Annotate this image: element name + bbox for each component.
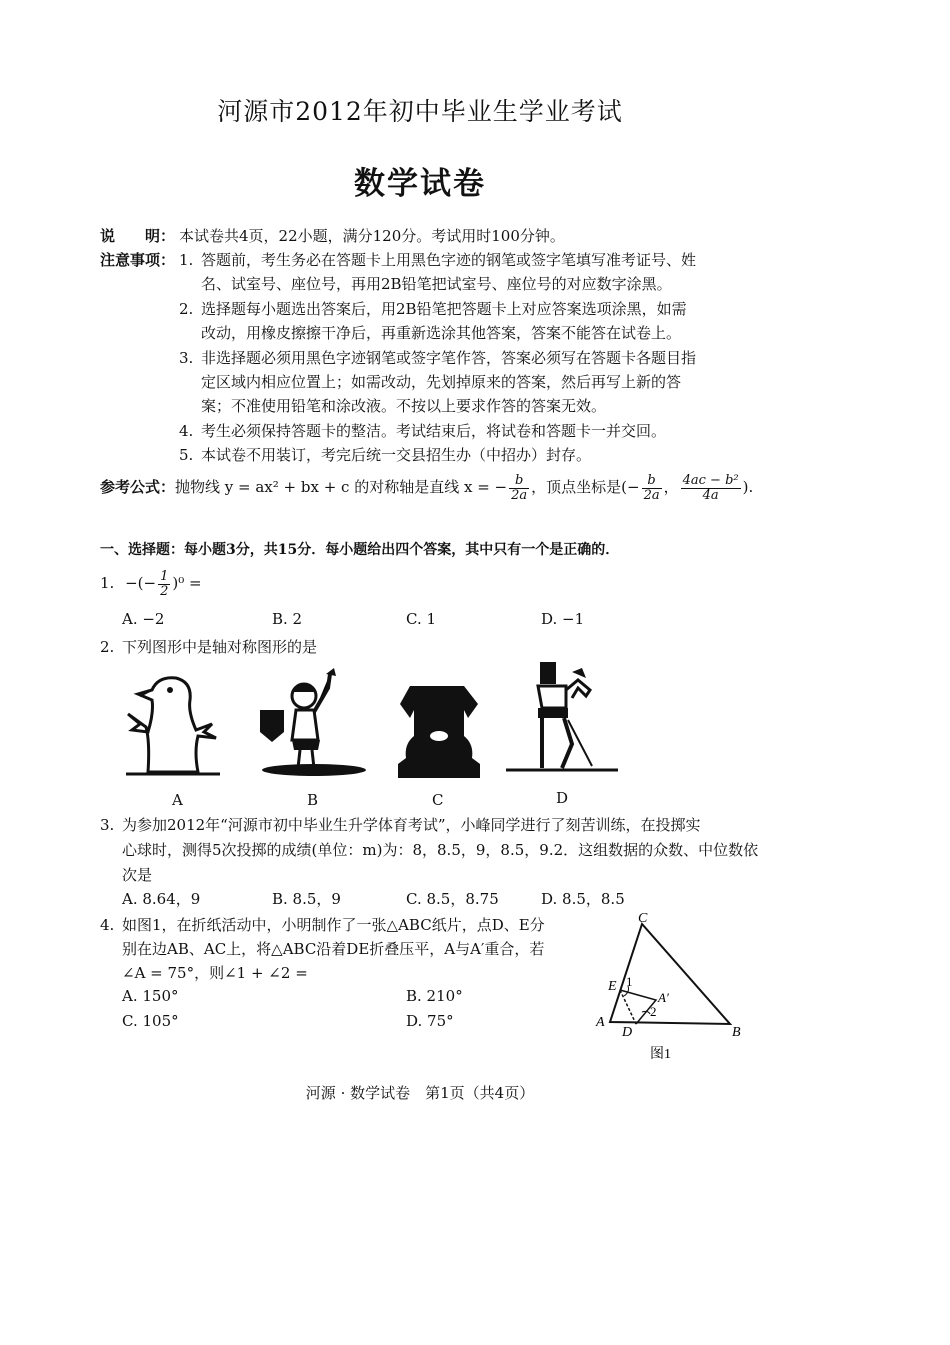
note-1-line-1: 答题前，考生务必在答题卡上用黑色字迹的钢笔或签字笔填写准考证号、姓 — [201, 251, 697, 269]
q1-option-d: D. −1 — [541, 610, 585, 628]
formula-frac-2 — [642, 474, 662, 503]
note-2-line-2: 改动，用橡皮擦擦干净后，再重新选涂其他答案，答案不能答在试卷上。 — [201, 324, 682, 342]
q1-frac-num: 1 — [160, 568, 169, 584]
note-4-line-1: 考生必须保持答题卡的整洁。考试结束后，将试卷和答题卡一并交回。 — [201, 422, 667, 440]
figure-d-label: D — [556, 789, 569, 807]
section-1-heading: 一、选择题：每小题3分，共15分．每小题给出四个答案，其中只有一个是正确的． — [100, 542, 620, 558]
formula-part-b: ，顶点坐标是(− — [531, 478, 640, 496]
q4-option-c: C. 105° — [122, 1012, 179, 1030]
formula-frac-3 — [681, 474, 741, 503]
page-footer: 河源 · 数学试卷 第1页（共4页） — [305, 1084, 535, 1102]
figure-a-label: A — [172, 791, 183, 809]
q3-option-b: B. 8.5，9 — [272, 890, 341, 908]
q3-line-3: 次是 — [122, 866, 153, 884]
q3-option-a: A. 8.64，9 — [122, 890, 201, 908]
question-1 — [100, 566, 202, 600]
figure-c-dog — [394, 680, 484, 780]
label-D: D — [622, 1025, 633, 1040]
q4-line-2: 别在边AB、AC上，将△ABC沿着DE折叠压平，A与A′重合，若 — [122, 940, 545, 958]
figure-1-caption: 图1 — [650, 1047, 671, 1062]
q1-option-b: B. 2 — [272, 610, 303, 628]
label-A: A — [596, 1015, 605, 1030]
exam-title: 河源市2012年初中毕业生学业考试 — [217, 97, 623, 126]
note-4-num: 4. — [179, 422, 194, 440]
note-3-line-3: 案；不准使用铅笔和涂改液。不按以上要求作答的答案无效。 — [201, 397, 607, 415]
figure-c-label: C — [432, 791, 444, 809]
note-5-num: 5. — [179, 446, 194, 464]
q4-line-1: 如图1，在折纸活动中，小明制作了一张△ABC纸片，点D、E分 — [122, 916, 545, 934]
q1-expr-a: −(− — [125, 574, 157, 592]
figure-b-warrior — [256, 668, 368, 780]
q1-frac-den: 2 — [160, 583, 169, 599]
q1-number: 1. — [100, 574, 115, 592]
figure-a-tree-creature — [118, 672, 228, 780]
q2-number: 2. — [100, 638, 115, 656]
note-3-line-2: 定区域内相应位置上；如需改动，先划掉原来的答案，然后再写上新的答 — [201, 373, 682, 391]
note-1-line-2: 名、试室号、座位号，再用2B铅笔把试室号、座位号的对应数字涂黑。 — [201, 275, 672, 293]
q1-frac — [158, 570, 170, 599]
q4-option-d: D. 75° — [406, 1012, 454, 1030]
label-B: B — [732, 1025, 741, 1040]
label-angle-1: 1 — [626, 974, 633, 989]
figure-1-triangle — [590, 912, 750, 1062]
label-A-prime: A′ — [658, 990, 669, 1005]
note-5-line-1: 本试卷不用装订，考完后统一交县招生办（中招办）封存。 — [201, 446, 592, 464]
frac-2-den: 2a — [643, 487, 660, 503]
formula-part-a: 抛物线 y = ax² + bx + c 的对称轴是直线 x = − — [175, 478, 508, 496]
label-angle-2: 2 — [650, 1004, 657, 1019]
q3-option-c: C. 8.5，8.75 — [406, 890, 499, 908]
q3-line-2: 心球时，测得5次投掷的成绩(单位：m)为：8，8.5，9，8.5，9.2．这组数据的众数、中位数依 — [122, 841, 759, 859]
q1-option-a: A. −2 — [122, 610, 165, 628]
q3-number: 3. — [100, 816, 115, 834]
formula-frac-1 — [509, 474, 529, 503]
exam-subtitle: 数学试卷 — [354, 166, 486, 202]
figure-b-label: B — [307, 791, 319, 809]
note-3-line-1: 非选择题必须用黑色字迹钢笔或签字笔作答，答案必须写在答题卡各题目指 — [201, 349, 697, 367]
frac-3-den: 4a — [702, 487, 719, 503]
formula-label: 参考公式： — [100, 478, 176, 496]
q4-line-3: ∠A = 75°，则∠1 + ∠2 = — [122, 964, 308, 982]
note-2-num: 2. — [179, 300, 194, 318]
q4-option-b: B. 210° — [406, 987, 463, 1005]
frac-1-den: 2a — [511, 487, 528, 503]
reference-formula — [100, 470, 753, 504]
notes-label: 注意事项： — [100, 251, 176, 269]
figure-d-lifter — [502, 660, 622, 776]
frac-2-num: b — [642, 474, 662, 489]
label-C: C — [638, 911, 648, 926]
formula-part-d: ). — [742, 478, 754, 496]
q3-option-d: D. 8.5，8.5 — [541, 890, 625, 908]
q4-number: 4. — [100, 916, 115, 934]
desc-text: 本试卷共4页，22小题，满分120分。考试用时100分钟。 — [179, 227, 565, 245]
desc-label: 说 明： — [100, 227, 176, 245]
label-E: E — [608, 979, 617, 994]
formula-part-c: ， — [663, 478, 679, 496]
q3-line-1: 为参加2012年“河源市初中毕业生升学体育考试”，小峰同学进行了刻苦训练，在投掷实 — [122, 816, 701, 834]
note-3-num: 3. — [179, 349, 194, 367]
q1-option-c: C. 1 — [406, 610, 437, 628]
q2-text: 下列图形中是轴对称图形的是 — [122, 638, 318, 656]
frac-1-num: b — [509, 474, 529, 489]
q4-option-a: A. 150° — [122, 987, 179, 1005]
frac-3-num: 4ac − b² — [682, 472, 739, 488]
note-2-line-1: 选择题每小题选出答案后，用2B铅笔把答题卡上对应答案选项涂黑，如需 — [201, 300, 687, 318]
note-1-num: 1. — [179, 251, 194, 269]
q1-expr-b: )⁰ = — [172, 574, 202, 592]
